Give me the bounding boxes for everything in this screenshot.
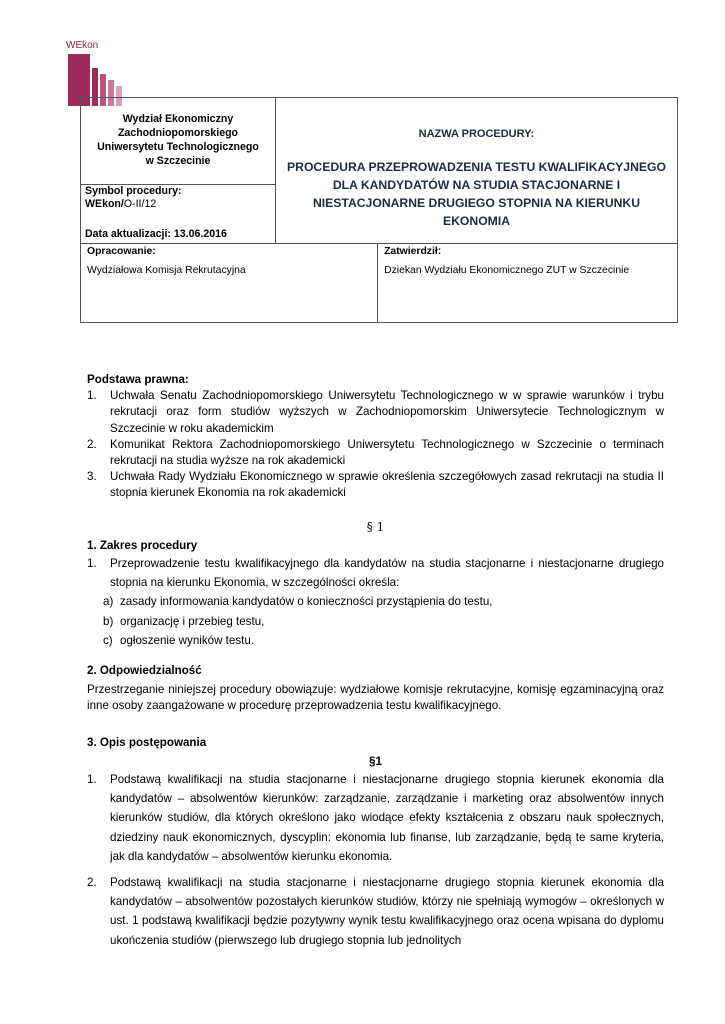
section-heading: 1. Zakres procedury — [87, 538, 198, 552]
procedure-title: PROCEDURA PRZEPROWADZENIA TESTU KWALIFIKACYJNEGO DLA KANDYDATÓW NA STUDIA STACJONARNE I NIESTACJONARNE DRUGIEGO STOPNIA NA KIERUNKU EKONOMIA — [287, 160, 666, 228]
scope-sublist — [87, 592, 664, 650]
procedure-header-table — [80, 97, 678, 323]
procedure-name-cell — [276, 98, 678, 244]
org-line: w Szczecinie — [145, 155, 211, 167]
list-item: 1. Uchwała Senatu Zachodniopomorskiego Uniwersytetu Technologicznego w w sprawie warunków i trybu rekrutacji oraz form studiów wyższych w Zachodniopomorskim Uniwersytecie Technologicznym w Szczecinie w roku akademickim — [87, 389, 664, 435]
legal-item-text: Uchwała Senatu Zachodniopomorskiego Uniwersytetu Technologicznego w w sprawie warunków i trybu rekrutacji oraz form studiów wyższych w Zachodniopomorskim Uniwersytecie Technologicznym w Szczecinie w roku akademickim — [110, 389, 664, 435]
prepared-cell — [81, 244, 378, 323]
organization-cell — [81, 98, 276, 185]
update-date: Data aktualizacji: 13.06.2016 — [85, 228, 227, 240]
approved-label: Zatwierdził: — [384, 246, 442, 257]
org-line: Uniwersytetu Technologicznego — [97, 141, 259, 153]
org-line: Wydział Ekonomiczny — [122, 113, 234, 125]
section-heading: 3. Opis postępowania — [87, 735, 207, 749]
paragraph-mark: § 1 — [366, 519, 385, 534]
legal-item-text: Komunikat Rektora Zachodniopomorskiego Uniwersytetu Technologicznego w Szczecinie o terminach rekrutacji na studia wyższe na rok akademicki — [110, 437, 664, 468]
list-item: 2. Podstawą kwalifikacji na studia stacjonarne i niestacjonarne drugiego stopnia kierunek ekonomia dla kandydatów – absolwentów pozostałych kierunków studiów, którzy nie spełniają wymogów – określonych w ust. 1 podstawą kwalifikacji będzie pozytywny wynik testu kwalifikacyjnego oraz ocena wpisana do dyplomu ukończenia studiów (pierwszego lub drugiego stopnia lub jednolitych — [87, 876, 664, 947]
logo-text: WEkon — [66, 40, 99, 51]
legal-item-text: Uchwała Rady Wydziału Ekonomicznego w sprawie określenia szczegółowych zasad rekrutacji na studia II stopnia kierunek Ekonomia na rok akademicki — [110, 470, 664, 500]
legal-list — [87, 388, 664, 501]
scope-list — [87, 554, 664, 592]
procedure-item-text: Podstawą kwalifikacji na studia stacjonarne i niestacjonarne drugiego stopnia kierunek ekonomia dla kandydatów – absolwentów pozostałych kierunków studiów, którzy nie spełniają wymogów – określonych w ust. 1 podstawą kwalifikacji będzie pozytywny wynik testu kwalifikacyjnego oraz ocena wpisana do dyplomu ukończenia studiów (pierwszego lub drugiego stopnia lub jednolitych — [110, 876, 664, 947]
list-item: 3. Uchwała Rady Wydziału Ekonomicznego w sprawie określenia szczegółowych zasad rekrutacji na studia II stopnia kierunek Ekonomia na rok akademicki — [87, 470, 664, 500]
section-heading: 2. Odpowiedzialność — [87, 664, 202, 678]
list-item: 1. Podstawą kwalifikacji na studia stacjonarne i niestacjonarne drugiego stopnia kierunek ekonomia dla kandydatów – absolwentów kierunków: zarządzanie, zarządzanie i marketing oraz absolwentów innych kierunków studiów, dla których określono jako wiodące efekty kształcenia z obszaru nauk społecznych, dziedziny nauk ekonomicznych, dyscyplin: ekonomia lub finanse, lub zarządzanie, będą te same kryteria, jak dla kandydatów – absolwentów kierunku ekonomia. — [87, 773, 664, 863]
list-item: 2. Komunikat Rektora Zachodniopomorskiego Uniwersytetu Technologicznego w Szczecinie o terminach rekrutacji na studia wyższe na rok akademicki — [87, 437, 664, 468]
sub-item-text: organizację i przebieg testu, — [120, 614, 265, 628]
approved-value: Dziekan Wydziału Ekonomicznego ZUT w Szczecinie — [384, 265, 630, 276]
sub-item-text: zasady informowania kandydatów o konieczności przystąpienia do testu, — [120, 595, 493, 609]
list-item: a) zasady informowania kandydatów o konieczności przystąpienia do testu, — [103, 595, 493, 609]
scope-item-text: Przeprowadzenie testu kwalifikacyjnego dla kandydatów na studia stacjonarne i niestacjonarne drugiego stopnia na kierunku Ekonomia, w szczególności określa: — [110, 557, 664, 590]
sub-item-text: ogłoszenie wyników testu. — [120, 633, 255, 647]
document-body — [87, 372, 664, 950]
symbol-code: O-II/12 — [123, 198, 157, 210]
symbol-cell — [81, 185, 276, 244]
symbol-prefix: WEkon/ — [85, 198, 124, 210]
list-item: c) ogłoszenie wyników testu. — [103, 633, 255, 647]
approved-cell — [378, 244, 678, 323]
procedure-item-text: Podstawą kwalifikacji na studia stacjonarne i niestacjonarne drugiego stopnia kierunek ekonomia dla kandydatów – absolwentów kierunków: zarządzanie, zarządzanie i marketing oraz absolwentów innych kierunków studiów, dla których określono jako wiodące efekty kształcenia z obszaru nauk społecznych, dziedziny nauk ekonomicznych, dyscyplin: ekonomia lub finanse, lub zarządzanie, będą te same kryteria, jak dla kandydatów – absolwentów kierunku ekonomia. — [110, 773, 664, 863]
list-item: 1. Przeprowadzenie testu kwalifikacyjnego dla kandydatów na studia stacjonarne i niestacjonarne drugiego stopnia na kierunku Ekonomia, w szczególności określa: — [87, 557, 664, 590]
prepared-label: Opracowanie: — [87, 246, 156, 257]
procedure-label: NAZWA PROCEDURY: — [418, 128, 535, 140]
symbol-label: Symbol procedury: — [85, 185, 182, 197]
list-item: b) organizację i przebieg testu, — [103, 614, 265, 628]
responsibility-text: Przestrzeganie niniejszej procedury obowiązuje: wydziałowe komisje rekrutacyjne, komisję egzaminacyjną oraz inne osoby zaangażowane w procedurę przeprowadzenia testu kwalifikacyjnego. — [87, 683, 664, 713]
legal-heading: Podstawa prawna: — [87, 373, 189, 386]
procedure-list — [87, 770, 664, 950]
org-line: Zachodniopomorskiego — [117, 127, 239, 139]
paragraph-mark: §1 — [369, 754, 382, 768]
prepared-value: Wydziałowa Komisja Rekrutacyjna — [87, 265, 246, 276]
